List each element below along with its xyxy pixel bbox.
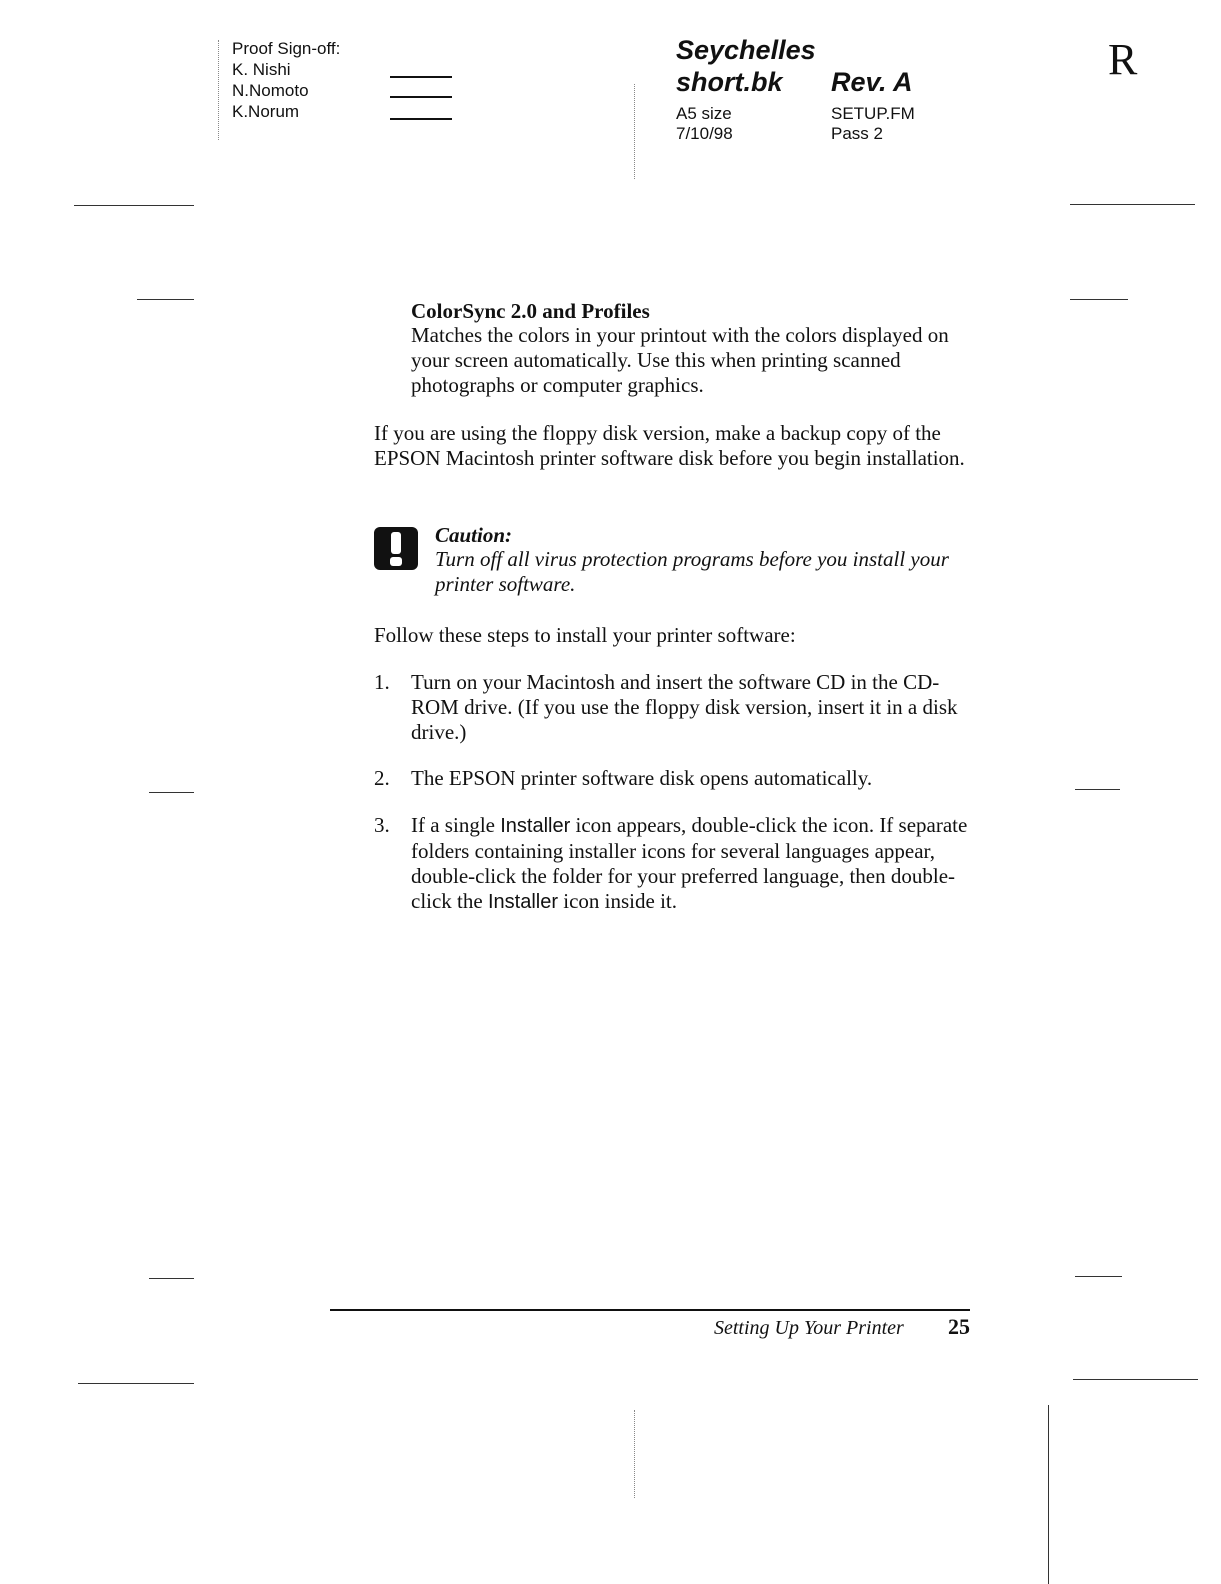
margin-dotted-line [218, 40, 219, 140]
step-text [411, 813, 976, 915]
trim-mark [149, 792, 194, 793]
trim-mark [1075, 1276, 1122, 1277]
meta-row [676, 124, 883, 144]
proof-signoff [232, 38, 340, 122]
signature-line [390, 96, 452, 98]
revision: Rev. A [831, 67, 913, 97]
step-text-part: icon inside it. [558, 889, 677, 913]
installer-label: Installer [500, 815, 571, 837]
step-text-part: If a single [411, 813, 501, 837]
section-heading: ColorSync 2.0 and Profiles [411, 299, 650, 323]
book-title: Seychelles [676, 35, 816, 65]
page-number: 25 [948, 1314, 970, 1339]
trim-mark [149, 1278, 194, 1279]
caution-text: Turn off all virus protection programs before you install your printer software. [435, 547, 949, 596]
signature-line [390, 76, 452, 78]
meta-row [676, 104, 915, 124]
date: 7/10/98 [676, 124, 733, 143]
caution-icon [374, 527, 418, 570]
step-number: 2. [374, 766, 390, 790]
backup-paragraph: If you are using the floppy disk version, make a backup copy of the EPSON Macintosh printer software disk before you begin installation. [374, 421, 965, 470]
step-number: 1. [374, 670, 390, 694]
step-text: Turn on your Macintosh and insert the software CD in the CD-ROM drive. (If you use the floppy disk version, insert it in a disk drive.) [411, 670, 958, 744]
trim-mark [137, 299, 194, 300]
center-dotted-line [634, 84, 635, 179]
signoff-label: Proof Sign-off: [232, 39, 341, 58]
step-text: The EPSON printer software disk opens automatically. [411, 766, 873, 790]
footer-rule [330, 1309, 970, 1311]
steps-intro: Follow these steps to install your printer software: [374, 623, 796, 647]
trim-mark [1070, 204, 1195, 205]
signer-name: N.Nomoto [232, 81, 309, 100]
step-text-part: icon appears, double-click the icon. If separate folders containing installer icons for several languages appear, double-click the folder for your preferred language, then double-click the [411, 813, 968, 913]
page-size: A5 size [676, 104, 732, 123]
signer-name: K. Nishi [232, 60, 291, 79]
trim-mark [1075, 789, 1120, 790]
chapter-file: SETUP.FM [831, 104, 915, 123]
trim-mark [74, 205, 194, 206]
pass-number: Pass 2 [831, 124, 883, 143]
step-number: 3. [374, 813, 390, 837]
book-file-row [676, 66, 913, 98]
trim-mark [1073, 1379, 1198, 1380]
installer-label: Installer [487, 891, 558, 913]
center-dotted-line [634, 1410, 635, 1498]
signature-line [390, 118, 452, 120]
corner-mark: R [1108, 35, 1138, 84]
section-description: Matches the colors in your printout with the colors displayed on your screen automatically. Use this when printing scanned photographs or computer graphics. [411, 323, 949, 397]
trim-mark [78, 1383, 194, 1384]
footer-chapter-title: Setting Up Your Printer [714, 1317, 904, 1339]
trim-mark [1070, 299, 1128, 300]
caution-title: Caution: [435, 523, 513, 547]
trim-mark-vertical [1048, 1405, 1049, 1584]
signer-name: K.Norum [232, 102, 300, 121]
document-title-block [676, 34, 915, 144]
book-file: short.bk [676, 67, 783, 97]
